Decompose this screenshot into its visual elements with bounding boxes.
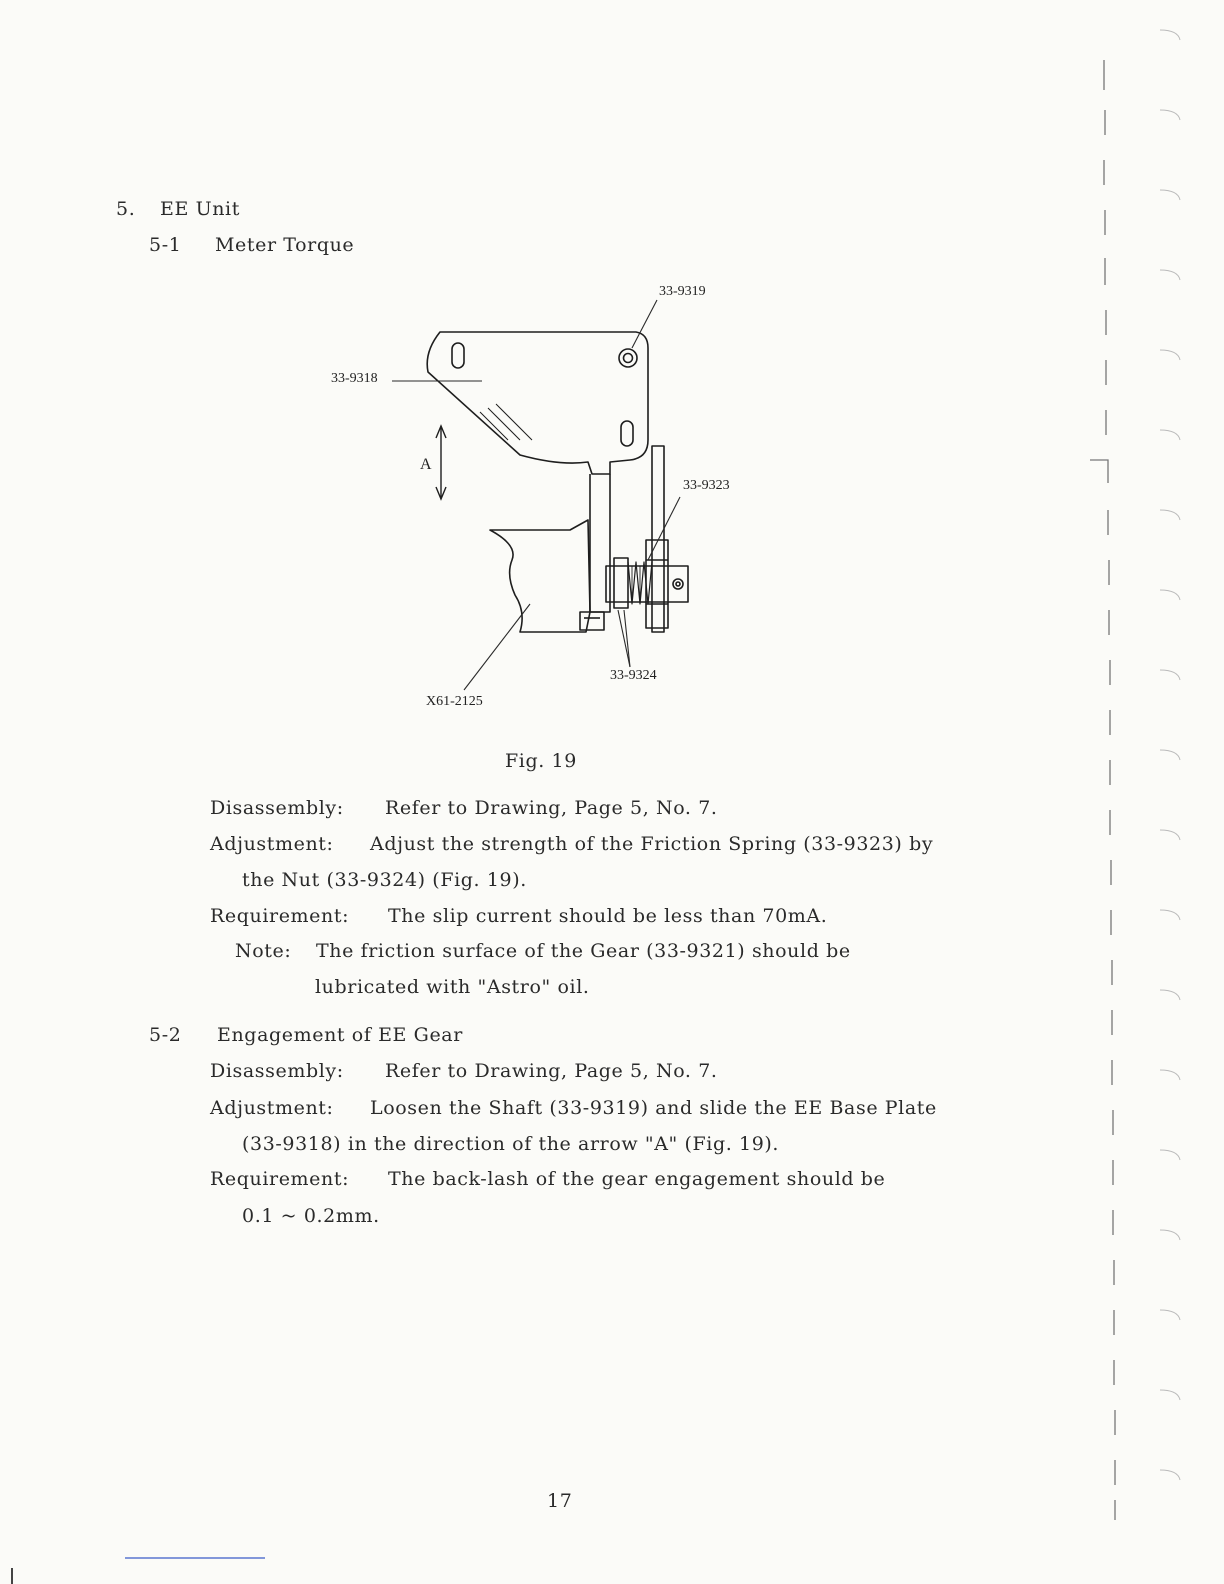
section-number: 5. (116, 198, 136, 220)
sub1-disassembly-label: Disassembly: (210, 797, 344, 819)
shaft-circle (619, 349, 637, 367)
sub2-adjustment-text: Loosen the Shaft (33-9319) and slide the EE Base Plate (370, 1097, 937, 1119)
slot-left (452, 343, 464, 368)
sub2-adjustment-label: Adjustment: (210, 1097, 334, 1119)
sub2-requirement-text: The back-lash of the gear engagement should be (388, 1168, 886, 1190)
subsection-1-title: Meter Torque (215, 234, 355, 256)
sub2-disassembly-text: Refer to Drawing, Page 5, No. 7. (385, 1060, 718, 1082)
label-33-9318: 33-9318 (331, 371, 378, 386)
section-title: EE Unit (160, 198, 240, 220)
sub1-note-cont: lubricated with "Astro" oil. (315, 976, 590, 998)
label-33-9319: 33-9319 (659, 284, 706, 299)
slot-right (621, 421, 633, 446)
sub2-disassembly-label: Disassembly: (210, 1060, 344, 1082)
subsection-2-title: Engagement of EE Gear (217, 1024, 463, 1046)
leader-9319 (632, 300, 657, 348)
sub1-requirement-label: Requirement: (210, 905, 350, 927)
sub1-adjustment-text: Adjust the strength of the Friction Spring (33-9323) by (370, 833, 934, 855)
sub1-adjustment-cont: the Nut (33-9324) (Fig. 19). (242, 869, 527, 891)
sub2-requirement-cont: 0.1 ~ 0.2mm. (242, 1205, 380, 1227)
label-arrow-a: A (420, 456, 432, 473)
subsection-1-number: 5-1 (149, 234, 182, 256)
label-x61-2125: X61-2125 (426, 694, 483, 709)
sub1-adjustment-label: Adjustment: (210, 833, 334, 855)
label-33-9323: 33-9323 (683, 478, 730, 493)
leader-9324b (624, 610, 630, 667)
sub2-adjustment-cont: (33-9318) in the direction of the arrow "A" (Fig. 19). (242, 1133, 780, 1155)
leader-9324a (618, 610, 630, 667)
subsection-2-number: 5-2 (149, 1024, 182, 1046)
sub2-requirement-label: Requirement: (210, 1168, 350, 1190)
sub1-requirement-text: The slip current should be less than 70mA. (388, 905, 828, 927)
label-33-9324: 33-9324 (610, 668, 657, 683)
figure-caption: Fig. 19 (505, 750, 577, 772)
leader-x61 (464, 604, 530, 690)
page-number: 17 (547, 1490, 573, 1512)
gear-housing (490, 520, 590, 632)
sub1-note-text: The friction surface of the Gear (33-9321) should be (316, 940, 851, 962)
ee-base-plate (427, 332, 648, 474)
sub1-note-label: Note: (235, 940, 292, 962)
sub1-disassembly-text: Refer to Drawing, Page 5, No. 7. (385, 797, 718, 819)
